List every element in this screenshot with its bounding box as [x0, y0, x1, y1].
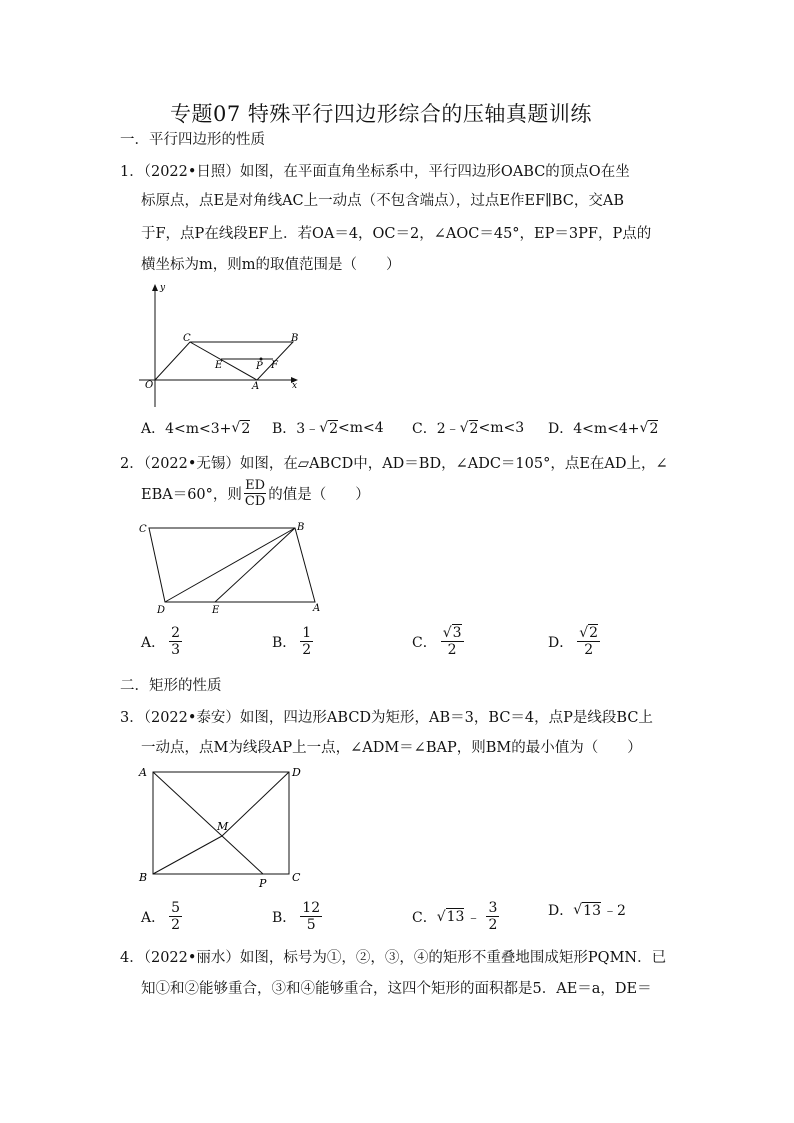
label-o: O — [145, 380, 154, 391]
q1-option-b-tail: <m<4 — [338, 420, 384, 436]
q3-option-b — [272, 900, 322, 933]
q1-option-c-text: C．2﹣ — [412, 421, 460, 437]
q3-option-a-label: A． — [141, 909, 166, 926]
q1-line-4: 横坐标为m，则m的取值范围是（ ） — [141, 257, 401, 273]
radicand: 2 — [589, 625, 599, 641]
q3-option-c-label: C． — [412, 909, 437, 926]
q2-line-1: 2．（2022•无锡）如图，在▱ABCD中，AD＝BD，∠ADC＝105°，点E在AD上，∠ — [120, 456, 668, 472]
q1-line-3: 于F，点P在线段EF上．若OA＝4，OC＝2，∠AOC＝45°，EP＝3PF，P点的 — [141, 226, 652, 242]
q2-option-a-fraction — [169, 625, 182, 658]
denominator: 5 — [306, 917, 316, 933]
q2-option-d — [548, 625, 600, 658]
label-c: C — [139, 524, 147, 535]
q2-line-2-start: EBA＝60°，则 — [141, 487, 242, 503]
label-a: A — [252, 381, 260, 392]
label-c: C — [183, 333, 191, 344]
parallelogram-abcd — [149, 528, 315, 602]
q1-option-a-text: A．4<m<3+ — [141, 421, 232, 437]
numerator: 1 — [302, 625, 312, 641]
sqrt-icon: √ — [579, 625, 589, 641]
sqrt-icon: √ — [573, 902, 583, 918]
label-b: B — [297, 522, 305, 533]
q2-option-c — [412, 625, 464, 658]
q2-fraction-denominator: CD — [244, 494, 266, 509]
denominator: 2 — [447, 642, 457, 658]
q2-option-b-label: B． — [272, 634, 297, 651]
label-b: B — [139, 871, 148, 884]
numerator: 5 — [171, 900, 181, 916]
segment-ap — [153, 772, 263, 874]
q2-fraction-numerator: ED — [245, 478, 266, 493]
q2-line-2-end: 的值是（ ） — [268, 487, 370, 503]
q3-option-c — [412, 900, 499, 933]
label-b: B — [291, 333, 299, 344]
q2-option-a-label: A． — [141, 634, 166, 651]
label-m: M — [217, 820, 229, 833]
q1-option-b-text: B．3﹣ — [272, 421, 320, 437]
q4-line-2: 知①和②能够重合，③和④能够重合，这四个矩形的面积都是5．AE＝a，DE＝ — [141, 981, 652, 997]
q3-option-a — [141, 900, 182, 933]
q2-option-c-label: C． — [412, 634, 437, 651]
segment-bd — [165, 528, 295, 602]
q3-option-b-fraction — [300, 900, 322, 933]
numerator: 2 — [171, 625, 181, 641]
q1-figure — [135, 282, 305, 412]
section-heading-2: 二．矩形的性质 — [120, 678, 222, 694]
section-heading-1: 一．平行四边形的性质 — [120, 132, 265, 148]
q3-option-d-tail: ﹣2 — [602, 903, 626, 919]
numerator — [577, 625, 600, 642]
q2-option-c-fraction — [441, 625, 464, 658]
q2-option-d-label: D． — [548, 634, 574, 651]
q2-option-b-fraction — [300, 625, 313, 658]
page-title: 专题07 特殊平行四边形综合的压轴真题训练 — [170, 102, 592, 126]
q1-option-a-radicand: 2 — [241, 420, 251, 437]
q1-option-d — [548, 418, 658, 438]
label-y: y — [160, 283, 166, 293]
q1-line-1: 1．（2022•日照）如图，在平面直角坐标系中，平行四边形OABC的顶点O在坐 — [120, 164, 630, 180]
q1-option-d-text: D．4<m<4+ — [548, 421, 640, 437]
denominator: 3 — [171, 642, 181, 658]
segment-dm — [222, 772, 289, 836]
label-x: x — [292, 381, 298, 391]
sqrt-icon: √ — [319, 420, 329, 436]
q3-figure — [135, 762, 315, 892]
q2-fraction — [244, 478, 266, 509]
q2-option-d-fraction — [577, 625, 600, 658]
radicand: 13 — [583, 902, 601, 919]
q1-option-a — [141, 418, 250, 438]
denominator: 2 — [584, 642, 594, 658]
q3-option-d-label: D． — [548, 903, 574, 919]
label-d: D — [157, 605, 166, 616]
denominator: 2 — [302, 642, 312, 658]
q1-option-b — [272, 418, 384, 438]
q1-line-2: 标原点，点E是对角线AC上一动点（不包含端点），过点E作EF∥BC，交AB — [141, 193, 624, 209]
q1-option-c-radicand: 2 — [469, 420, 479, 437]
q2-option-a — [141, 625, 182, 658]
denominator: 2 — [171, 917, 181, 933]
numerator: 12 — [302, 900, 321, 916]
diagonal-ac — [190, 342, 257, 380]
q1-option-c-tail: <m<3 — [478, 420, 525, 436]
q3-option-c-fraction — [486, 900, 499, 933]
label-f: F — [271, 360, 278, 371]
radicand: 13 — [446, 909, 465, 925]
q3-line-1: 3．（2022•泰安）如图，四边形ABCD为矩形，AB＝3，BC＝4，点P是线段BC上 — [120, 710, 653, 726]
label-e: E — [212, 605, 220, 616]
sqrt-icon: √ — [459, 420, 469, 436]
label-p: P — [259, 877, 267, 890]
label-p: P — [256, 361, 263, 372]
q3-option-b-label: B． — [272, 909, 297, 926]
radicand: 3 — [452, 625, 462, 641]
sqrt-icon: √ — [442, 625, 452, 641]
minus-sign: ﹣ — [466, 909, 481, 926]
q2-line-2 — [141, 478, 370, 509]
sqrt-icon: √ — [231, 420, 241, 436]
q3-line-2: 一动点，点M为线段AP上一点，∠ADM＝∠BAP，则BM的最小值为（ ） — [141, 740, 642, 756]
numerator: 3 — [488, 900, 498, 916]
q1-option-c — [412, 418, 524, 438]
q1-option-d-radicand: 2 — [649, 420, 659, 437]
segment-bm — [153, 836, 222, 874]
label-c: C — [292, 871, 301, 884]
label-d: D — [292, 766, 301, 779]
q1-option-b-radicand: 2 — [329, 420, 339, 437]
q3-option-d — [548, 900, 626, 920]
numerator — [441, 625, 464, 642]
label-a: A — [313, 603, 321, 614]
label-a: A — [139, 766, 147, 779]
q2-figure — [135, 518, 335, 618]
q2-option-b — [272, 625, 313, 658]
q4-line-1: 4．（2022•丽水）如图，标号为①，②，③，④的矩形不重叠地围成矩形PQMN．已 — [120, 950, 667, 966]
label-e: E — [215, 360, 223, 371]
sqrt-icon: √ — [436, 908, 446, 925]
segment-be — [215, 528, 295, 602]
denominator: 2 — [488, 917, 498, 933]
sqrt-icon: √ — [639, 420, 649, 436]
y-axis-arrow-icon — [152, 284, 158, 291]
q3-option-a-fraction — [169, 900, 182, 933]
